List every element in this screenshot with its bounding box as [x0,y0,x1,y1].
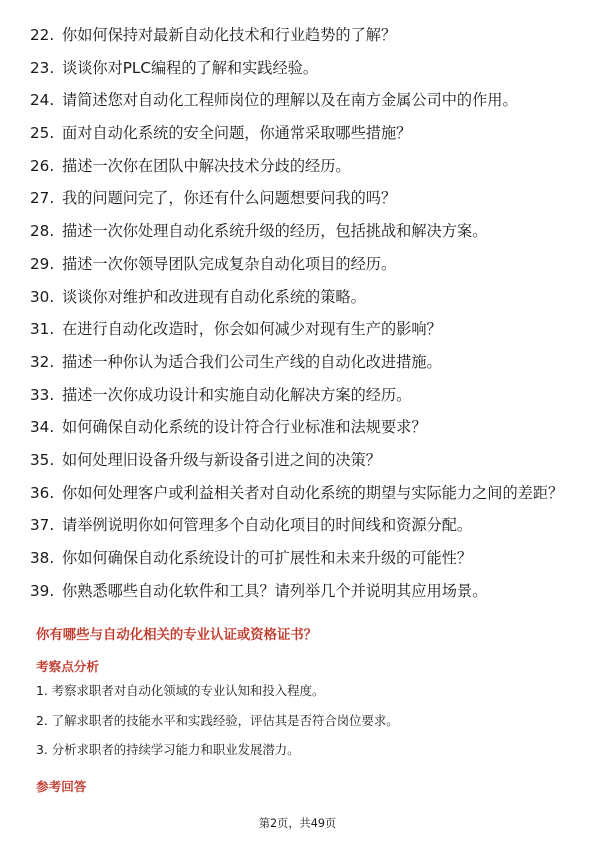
question-number: 34. [30,418,55,437]
question-number: 32. [30,352,55,371]
question-item [30,416,565,439]
question-text: 面对自动化系统的安全问题，你通常采取哪些措施？ [62,124,412,143]
analysis-item: 1. 考察求职者对自动化领域的专业认知和投入程度。 [36,683,325,698]
question-item [30,57,565,80]
question-number: 37. [30,516,55,535]
question-text: 描述一次你在团队中解决技术分歧的经历。 [62,156,351,175]
question-text: 谈谈你对维护和改进现有自动化系统的策略。 [62,287,366,306]
section-title: 你有哪些与自动化相关的专业认证或资格证书？ [36,628,318,643]
question-text: 描述一次你领导团队完成复杂自动化项目的经历。 [62,254,397,273]
question-number: 30. [30,287,55,306]
question-number: 24. [30,91,55,110]
question-text: 你如何确保自动化系统设计的可扩展性和未来升级的可能性？ [62,549,473,567]
question-number: 28. [30,222,55,241]
question-number: 22. [30,26,55,44]
question-number: 26. [30,156,55,175]
page-footer: 第2页，共49页 [258,817,337,830]
analysis-list [36,682,556,771]
question-item [30,253,565,276]
question-item [30,286,565,309]
question-text: 你如何处理客户或利益相关者对自动化系统的期望与实际能力之间的差距？ [62,483,564,502]
question-number: 33. [30,385,55,404]
question-item [30,580,565,603]
question-number: 36. [30,483,55,502]
question-item [30,514,565,537]
question-item [30,351,565,374]
question-text: 请简述您对自动化工程师岗位的理解以及在南方金属公司中的作用。 [62,91,518,110]
question-item [30,155,565,178]
question-text: 如何确保自动化系统的设计符合行业标准和法规要求？ [62,418,427,437]
question-item [30,547,565,570]
question-text: 描述一种你认为适合我们公司生产线的自动化改进措施。 [62,352,442,371]
question-text: 你熟悉哪些自动化软件和工具？请列举几个并说明其应用场景。 [62,581,488,600]
question-text: 我的问题问完了，你还有什么问题想要问我的吗？ [62,189,397,208]
question-number: 38. [30,549,55,567]
question-number: 31. [30,320,55,339]
question-text: 谈谈你对PLC编程的了解和实践经验。 [62,58,319,77]
question-item [30,220,565,243]
question-text: 如何处理旧设备升级与新设备引进之间的决策？ [62,450,381,469]
question-item [30,384,565,407]
reference-heading: 参考回答 [36,779,87,794]
question-number: 27. [30,189,55,208]
question-text: 描述一次你成功设计和实施自动化解决方案的经历。 [62,385,412,404]
analysis-item: 3. 分析求职者的持续学习能力和职业发展潜力。 [36,742,300,758]
question-number: 35. [30,450,55,469]
question-text: 请举例说明你如何管理多个自动化项目的时间线和资源分配。 [62,516,473,535]
question-item [30,318,565,341]
question-item [30,449,565,472]
analysis-item: 2. 了解求职者的技能水平和实践经验，评估其是否符合岗位要求。 [36,712,399,728]
question-item [30,24,565,47]
question-list [30,24,565,612]
question-number: 23. [30,58,55,77]
question-item [30,122,565,145]
question-item [30,187,565,210]
question-number: 39. [30,581,55,600]
question-number: 25. [30,124,55,143]
question-text: 在进行自动化改造时，你会如何减少对现有生产的影响？ [62,320,442,339]
question-item [30,482,565,505]
question-text: 你如何保持对最新自动化技术和行业趋势的了解？ [62,26,397,44]
question-text: 描述一次你处理自动化系统升级的经历，包括挑战和解决方案。 [62,222,488,241]
question-item [30,89,565,112]
question-number: 29. [30,254,55,273]
analysis-heading: 考察点分析 [36,659,99,674]
